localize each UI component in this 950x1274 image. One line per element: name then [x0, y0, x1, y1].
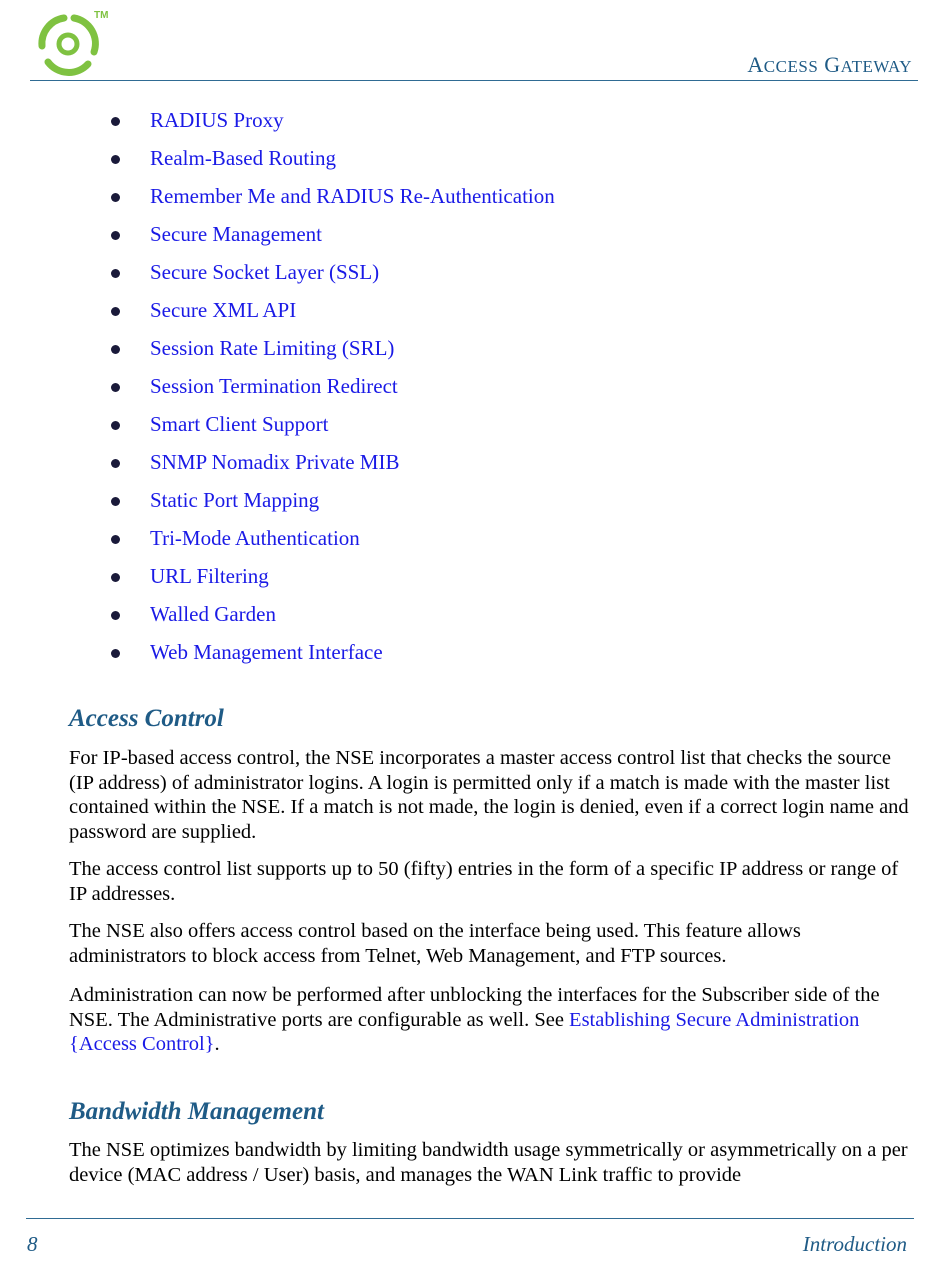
bullet-icon: [111, 459, 120, 468]
bullet-icon: [111, 307, 120, 316]
feature-link-list: [108, 101, 555, 671]
bandwidth-management-paragraph-1: The NSE optimizes bandwidth by limiting bandwidth usage symmetrically or asymmetrically on a per device (MAC address / User) basis, and manages the WAN Link traffic to provide: [69, 1139, 908, 1186]
feature-link[interactable]: Realm-Based Routing: [108, 139, 555, 177]
footer-rule: [26, 1218, 914, 1219]
feature-link[interactable]: Tri-Mode Authentication: [108, 519, 555, 557]
bullet-icon: [111, 421, 120, 430]
feature-link[interactable]: Walled Garden: [108, 595, 555, 633]
access-control-paragraph-1: For IP-based access control, the NSE incorporates a master access control list that checks the source (IP address) of administrator logins. A login is permitted only if a match is made with the master list contained within the NSE. If a match is not made, the login is denied, even if a correct login name and password are supplied.: [69, 747, 909, 843]
feature-link[interactable]: Session Rate Limiting (SRL): [108, 329, 555, 367]
nomadix-logo: [30, 6, 110, 78]
feature-link[interactable]: Session Termination Redirect: [108, 367, 555, 405]
bullet-icon: [111, 649, 120, 658]
feature-link[interactable]: Secure Management: [108, 215, 555, 253]
feature-link[interactable]: RADIUS Proxy: [108, 101, 555, 139]
feature-link[interactable]: Web Management Interface: [108, 633, 555, 671]
feature-link[interactable]: Remember Me and RADIUS Re-Authentication: [108, 177, 555, 215]
page-number: 8: [27, 1232, 38, 1256]
footer-section-title: Introduction: [802, 1232, 907, 1256]
feature-link[interactable]: Secure XML API: [108, 291, 555, 329]
feature-link[interactable]: Static Port Mapping: [108, 481, 555, 519]
bullet-icon: [111, 345, 120, 354]
header-rule: [30, 80, 918, 81]
access-control-paragraph-4: Administration can now be performed after unblocking the interfaces for the Subscriber side of the NSE. The Administrative ports are configurable as well. See Establishing Secure Administration {Access Control}.: [69, 984, 880, 1055]
bullet-icon: [111, 193, 120, 202]
bullet-icon: [111, 573, 120, 582]
establishing-secure-administration-link[interactable]: Establishing Secure Administration {Access Control}: [69, 1008, 860, 1055]
bullet-icon: [111, 155, 120, 164]
feature-link[interactable]: SNMP Nomadix Private MIB: [108, 443, 555, 481]
bullet-icon: [111, 269, 120, 278]
feature-link[interactable]: URL Filtering: [108, 557, 555, 595]
access-control-heading: Access Control: [69, 705, 224, 732]
bullet-icon: [111, 231, 120, 240]
running-header-title: ACCESS GATEWAY: [747, 52, 912, 77]
bullet-icon: [111, 535, 120, 544]
bullet-icon: [111, 497, 120, 506]
bullet-icon: [111, 117, 120, 126]
access-control-paragraph-2: The access control list supports up to 50 (fifty) entries in the form of a specific IP address or range of IP addresses.: [69, 858, 899, 905]
bandwidth-management-heading: Bandwidth Management: [69, 1098, 324, 1125]
bullet-icon: [111, 611, 120, 620]
feature-link[interactable]: Secure Socket Layer (SSL): [108, 253, 555, 291]
bullet-icon: [111, 383, 120, 392]
feature-link[interactable]: Smart Client Support: [108, 405, 555, 443]
logo-trademark: TM: [94, 10, 109, 21]
access-control-paragraph-3: The NSE also offers access control based on the interface being used. This feature allows administrators to block access from Telnet, Web Management, and FTP sources.: [69, 920, 801, 967]
